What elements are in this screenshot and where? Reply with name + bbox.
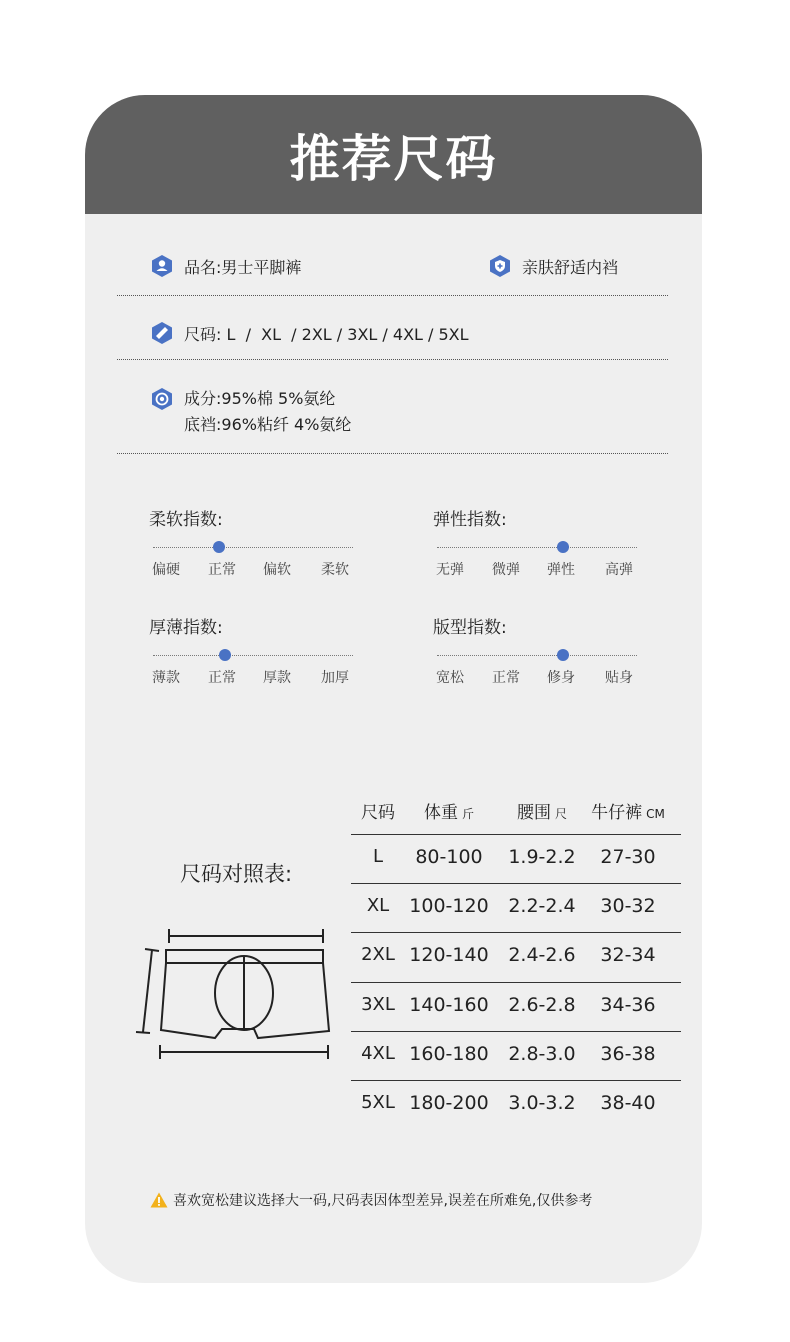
table-cell: 3.0-3.2: [508, 1092, 576, 1114]
table-header-cell: 牛仔裤 CM: [591, 803, 665, 823]
index-level-dot: [213, 541, 225, 553]
table-separator: [351, 1031, 681, 1032]
table-cell: 120-140: [409, 944, 489, 967]
index-level-label: 加厚: [321, 670, 349, 686]
table-cell: 80-100: [415, 846, 483, 868]
index-level-label: 薄款: [152, 670, 180, 686]
index-title: 厚薄指数:: [149, 618, 223, 638]
table-cell: 2.4-2.6: [508, 944, 576, 967]
table-header-cell: 体重 斤: [423, 803, 474, 823]
table-cell: 34-36: [600, 993, 656, 1016]
index-level-label: 正常: [208, 562, 236, 578]
index-level-label: 厚款: [263, 670, 291, 686]
shield-hex-icon: [488, 254, 512, 278]
table-cell: 100-120: [409, 895, 489, 918]
table-separator: [351, 932, 681, 933]
product-name-row: [150, 254, 301, 278]
user-hex-icon: [150, 254, 174, 278]
table-separator: [351, 1080, 681, 1081]
index-track: [437, 655, 637, 656]
table-cell: 36-38: [600, 1042, 656, 1065]
index-title: 弹性指数:: [433, 510, 507, 530]
table-cell: 180-200: [409, 1092, 489, 1114]
index-level-label: 高弹: [605, 562, 633, 578]
sizes-text: 尺码: L / XL / 2XL / 3XL / 4XL / 5XL: [184, 324, 469, 344]
material-row: [150, 387, 351, 439]
product-feature: 亲肤舒适内裆: [522, 257, 619, 277]
divider: [117, 453, 668, 454]
index-level-label: 正常: [208, 670, 236, 686]
divider: [117, 359, 668, 360]
index-level-label: 宽松: [436, 670, 464, 686]
table-cell: XL: [366, 895, 390, 917]
fabric-hex-icon: [150, 387, 174, 411]
index-level-dot: [219, 649, 231, 661]
disclaimer-note: [150, 1190, 592, 1210]
page-title: 推荐尺码: [289, 129, 498, 188]
table-cell: 4XL: [361, 1042, 395, 1064]
index-track: [153, 547, 353, 548]
table-separator: [351, 883, 681, 884]
product-feature-row: [488, 254, 618, 278]
ruler-hex-icon: [150, 321, 174, 345]
table-cell: 1.9-2.2: [508, 846, 576, 868]
table-cell: 27-30: [600, 846, 656, 868]
warning-icon: [150, 1192, 168, 1208]
index-level-label: 修身: [547, 670, 575, 686]
index-title: 柔软指数:: [149, 510, 223, 530]
table-cell: 3XL: [361, 993, 395, 1015]
size-chart-title: 尺码对照表:: [180, 862, 293, 886]
table-cell: 2.2-2.4: [508, 895, 576, 918]
disclaimer-text: 喜欢宽松建议选择大一码,尺码表因体型差异,误差在所难免,仅供参考: [173, 1193, 593, 1209]
material-main: 成分:95%棉 5%氨纶: [184, 389, 336, 408]
table-separator: [351, 982, 681, 983]
index-track: [437, 547, 637, 548]
table-header-cell: 腰围 尺: [516, 803, 567, 823]
table-cell: 32-34: [600, 944, 656, 967]
table-cell: 38-40: [600, 1092, 656, 1114]
table-cell: 30-32: [600, 895, 656, 918]
table-cell: 160-180: [409, 1042, 489, 1065]
table-header-cell: 尺码: [361, 803, 395, 823]
table-cell: 5XL: [361, 1092, 395, 1113]
table-separator: [351, 834, 681, 835]
product-name: 品名:男士平脚裤: [184, 257, 302, 277]
index-level-label: 偏软: [263, 562, 291, 578]
index-level-label: 偏硬: [152, 562, 180, 578]
table-cell: 140-160: [409, 993, 489, 1016]
index-level-label: 正常: [492, 670, 520, 686]
index-level-label: 无弹: [436, 562, 464, 578]
index-title: 版型指数:: [433, 618, 507, 638]
divider: [117, 295, 668, 296]
material-crotch: 底裆:96%粘纤 4%氨纶: [184, 415, 352, 434]
index-level-label: 贴身: [605, 670, 633, 686]
sizes-row: [150, 321, 469, 345]
boxer-diagram-icon: [132, 925, 332, 1060]
index-level-label: 弹性: [547, 562, 575, 578]
index-level-label: 微弹: [492, 562, 520, 578]
table-cell: 2.6-2.8: [508, 993, 576, 1016]
index-level-dot: [557, 541, 569, 553]
table-cell: 2XL: [361, 944, 395, 966]
card-header: [85, 95, 702, 214]
table-cell: 2.8-3.0: [508, 1042, 576, 1065]
index-level-dot: [557, 649, 569, 661]
index-level-label: 柔软: [321, 562, 349, 578]
index-track: [153, 655, 353, 656]
table-cell: L: [372, 846, 384, 867]
